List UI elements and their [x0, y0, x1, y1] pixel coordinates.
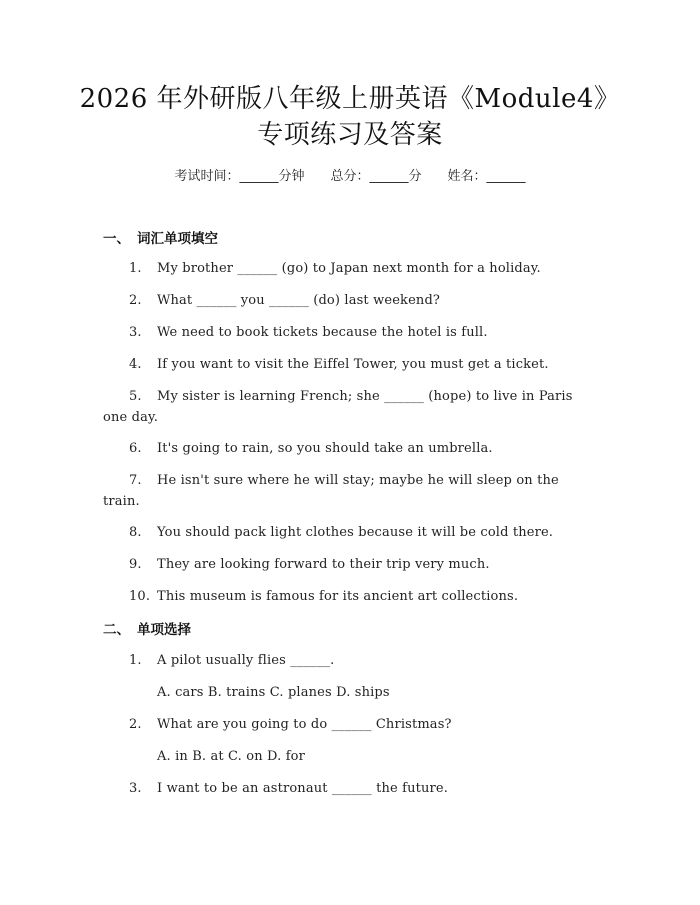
- question-item: [103, 355, 603, 376]
- question-number: 2.: [129, 293, 142, 308]
- question-item: [103, 651, 603, 672]
- section-title: 词汇单项填空: [137, 231, 218, 247]
- question-number: 1.: [129, 261, 142, 276]
- question-text: You should pack light clothes because it will be cold there.: [157, 525, 554, 540]
- question-number: 8.: [129, 525, 142, 540]
- question-item: [103, 387, 603, 428]
- question-item: [103, 471, 603, 512]
- document-subtitle: 专项练习及答案: [257, 120, 443, 150]
- question-number: 9.: [129, 557, 142, 572]
- question-text: What ______ you ______ (do) last weekend?: [157, 293, 441, 308]
- total-score-field: 总分：______分: [330, 169, 422, 184]
- question-text: They are looking forward to their trip very much.: [157, 557, 490, 572]
- question-text: He isn't sure where he will stay; maybe he will sleep on the: [157, 473, 559, 488]
- question-text: A pilot usually flies ______.: [157, 653, 335, 668]
- question-number: 3.: [129, 781, 142, 796]
- question-number: 6.: [129, 441, 142, 456]
- question-text: My sister is learning French; she ______ (hope) to live in Paris: [157, 389, 573, 404]
- question-item: [103, 779, 603, 800]
- question-number: 3.: [129, 325, 142, 340]
- question-item: [103, 715, 603, 736]
- exam-time-field: 考试时间：______分钟: [174, 169, 305, 184]
- question-text: It's going to rain, so you should take an umbrella.: [157, 441, 493, 456]
- question-text-continued: train.: [103, 493, 140, 509]
- question-text: I want to be an astronaut ______ the future.: [157, 781, 448, 796]
- question-text: What are you going to do ______ Christmas?: [157, 717, 452, 732]
- section-heading-1: [103, 230, 218, 248]
- student-name-field: 姓名：______: [447, 169, 526, 184]
- answer-options: A. cars B. trains C. planes D. ships: [157, 685, 390, 700]
- question-item: [103, 259, 603, 280]
- question-number: 5.: [129, 389, 142, 404]
- question-number: 4.: [129, 357, 142, 372]
- exam-info: [0, 168, 700, 186]
- question-number: 7.: [129, 473, 142, 488]
- section-heading-2: [103, 621, 191, 639]
- question-text: We need to book tickets because the hotel is full.: [157, 325, 488, 340]
- question-number: 10.: [129, 589, 151, 604]
- document-title: 2026 年外研版八年级上册英语《Module4》: [79, 84, 621, 114]
- question-text: This museum is famous for its ancient art collections.: [157, 589, 519, 604]
- question-item: [103, 523, 603, 544]
- question-text: My brother ______ (go) to Japan next month for a holiday.: [157, 261, 541, 276]
- question-item: [103, 323, 603, 344]
- question-number: 1.: [129, 653, 142, 668]
- section-title: 单项选择: [137, 622, 191, 638]
- question-item: [103, 555, 603, 576]
- question-item: [103, 587, 603, 608]
- answer-options: A. in B. at C. on D. for: [157, 749, 305, 764]
- section-number: 二、: [103, 622, 130, 638]
- section-number: 一、: [103, 231, 130, 247]
- question-item: [103, 291, 603, 312]
- question-text: If you want to visit the Eiffel Tower, you must get a ticket.: [157, 357, 549, 372]
- question-number: 2.: [129, 717, 142, 732]
- question-text-continued: one day.: [103, 409, 159, 425]
- question-item: [103, 439, 603, 460]
